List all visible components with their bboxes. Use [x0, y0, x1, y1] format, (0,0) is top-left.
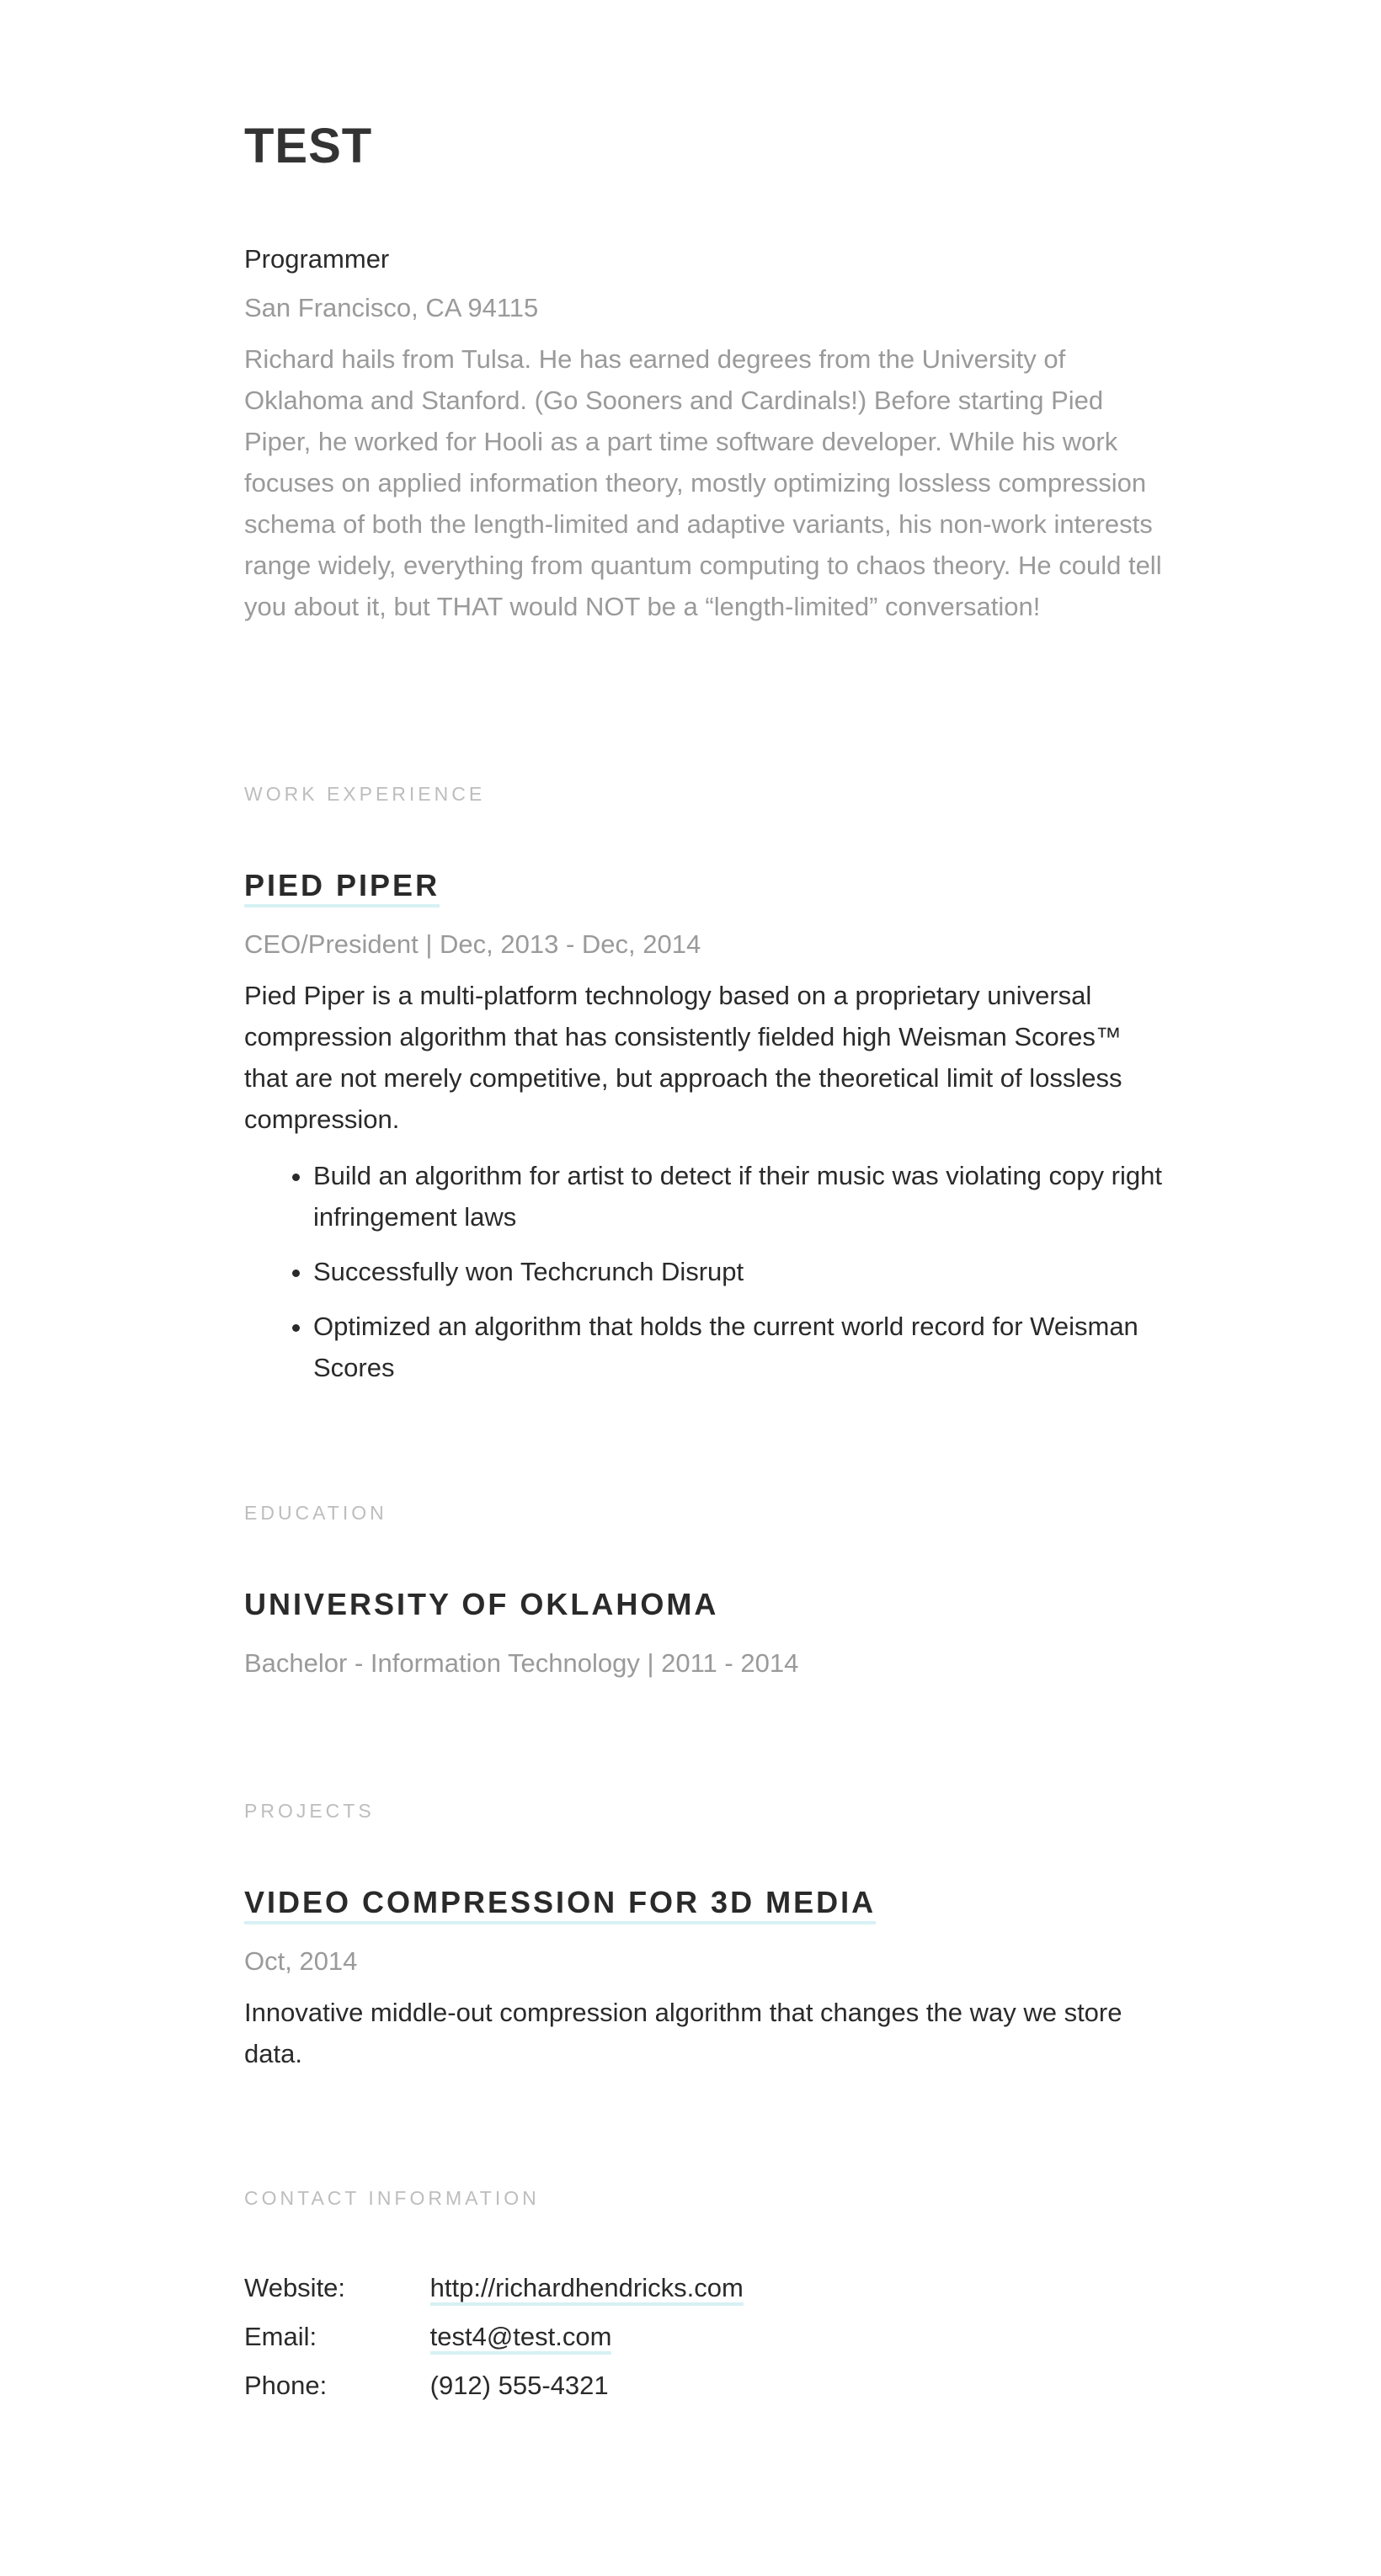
contact-phone-label: Phone:: [244, 2371, 328, 2400]
work-bullet-list: [244, 1155, 1170, 1388]
email-link[interactable]: test4@test.com: [430, 2322, 612, 2355]
project-description: Innovative middle-out compression algorithm that changes the way we store data.: [244, 1998, 1122, 2068]
project-title-text: VIDEO COMPRESSION FOR 3D MEDIA: [244, 1884, 876, 1924]
contact-email-label: Email:: [244, 2322, 317, 2351]
work-description: Pied Piper is a multi-platform technology based on a proprietary universal compression algorithm that has consistently fielded high Weisman Scores™ that are not merely competitive, but approach the theoretical limit of lossless compression.: [244, 981, 1122, 1134]
education-school: [244, 1586, 1170, 1623]
project-meta: Oct, 2014: [244, 1946, 358, 1976]
phone-value: (912) 555-4321: [429, 2371, 609, 2400]
work-bullet: • Successfully won Techcrunch Disrupt: [313, 1251, 1170, 1292]
section-label-education: EDUCATION: [244, 1502, 387, 1524]
job-role: Programmer: [244, 244, 390, 274]
section-label-projects: PROJECTS: [244, 1800, 375, 1822]
contact-website-label: Website:: [244, 2273, 346, 2302]
bio: Richard hails from Tulsa. He has earned degrees from the University of Oklahoma and Stanford. (Go Sooners and Cardinals!) Before starting Pied Piper, he worked for Hooli as a part time software developer. While his work focuses on applied information theory, mostly optimizing lossless compression schema of both the length-limited and adaptive variants, his non-work interests range widely, everything from quantum computing to chaos theory. He could tell you about it, but THAT would NOT be a “length-limited” conversation!: [244, 344, 1162, 621]
education-school-name: UNIVERSITY OF OKLAHOMA: [244, 1587, 719, 1621]
website-link[interactable]: http://richardhendricks.com: [430, 2273, 744, 2306]
project-title: [244, 1884, 1170, 1924]
contact-website-row: [244, 2273, 744, 2303]
contact-email-row: [244, 2322, 611, 2352]
work-bullets: [244, 1155, 1170, 1402]
resume-name: TEST: [244, 119, 373, 173]
education-meta: Bachelor - Information Technology | 2011 - 2014: [244, 1648, 799, 1678]
section-label-work: WORK EXPERIENCE: [244, 783, 486, 805]
work-meta: CEO/President | Dec, 2013 - Dec, 2014: [244, 929, 701, 959]
location: San Francisco, CA 94115: [244, 293, 539, 322]
contact-phone-row: [244, 2371, 609, 2401]
work-bullet: • Optimized an algorithm that holds the current world record for Weisman Scores: [313, 1306, 1170, 1388]
work-company-name: PIED PIPER: [244, 867, 440, 907]
work-company: [244, 867, 1170, 907]
work-bullet: • Build an algorithm for artist to detect if their music was violating copy right infringement laws: [313, 1155, 1170, 1237]
section-label-contact: CONTACT INFORMATION: [244, 2187, 540, 2209]
